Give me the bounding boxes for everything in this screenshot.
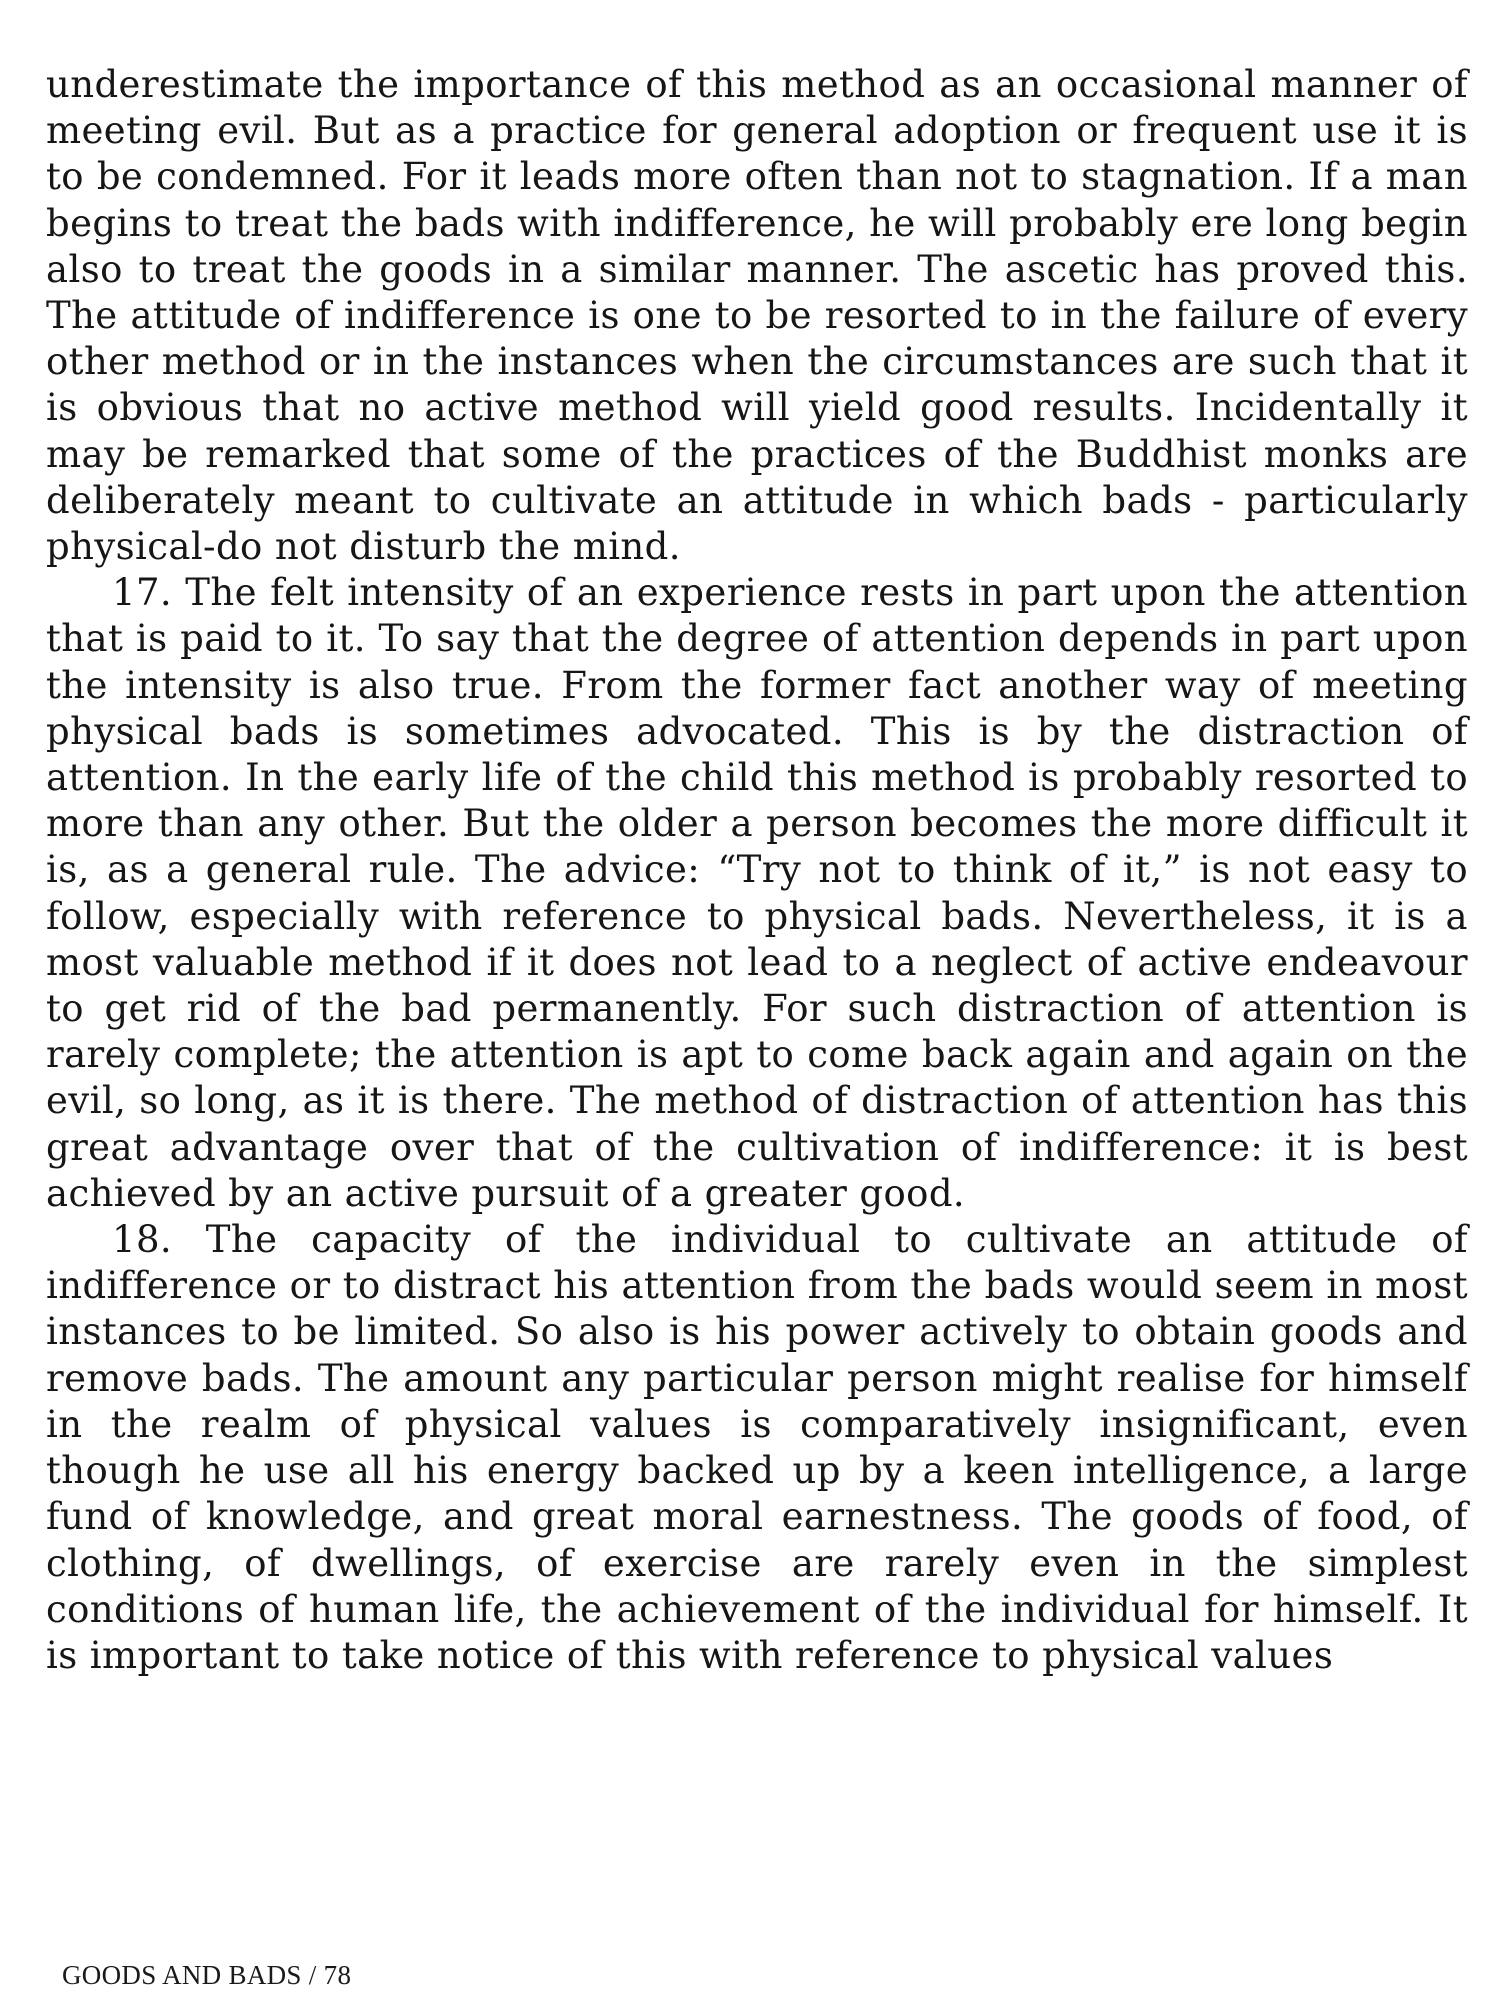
paragraph-continued: underestimate the importance of this method as an occasional manner of meeting evil. But as a practice for general adoption or frequent use it is to be condemned. For it leads more often than not to stagnation. If a man begins to treat the bads with indifference, he will probably ere long begin also to treat the goods in a similar manner. The ascetic has proved this. The attitude of indifference is one to be resorted to in the failure of every other method or in the instances when the circumstances are such that it is obvious that no active method will yield good results. Incidentally it may be remarked that some of the practices of the Buddhist monks are deliberately meant to cultivate an attitude in which bads - particularly physical-do not disturb the mind. <box>46 63 1468 569</box>
body-text <box>46 62 1468 1679</box>
page-footer: GOODS AND BADS / 78 <box>62 1960 352 1990</box>
paragraph-17: 17. The felt intensity of an experience rests in part upon the attention that is paid to it. To say that the degree of attention depends in part upon the intensity is also true. From the former fact another way of meeting physical bads is sometimes advocated. This is by the distraction of attention. In the early life of the child this method is probably resorted to more than any other. But the older a person becomes the more difficult it is, as a general rule. The advice: “Try not to think of it,” is not easy to follow, especially with reference to physical bads. Nevertheless, it is a most valuable method if it does not lead to a neglect of active endeavour to get rid of the bad permanently. For such distraction of attention is rarely complete; the attention is apt to come back again and again on the evil, so long, as it is there. The method of distraction of attention has this great advantage over that of the cultivation of indifference: it is best achieved by an active pursuit of a greater good. <box>46 571 1468 1215</box>
paragraph-18: 18. The capacity of the individual to cultivate an attitude of indifference or to distract his attention from the bads would seem in most instances to be limited. So also is his power actively to obtain goods and remove bads. The amount any particular person might realise for himself in the realm of physical values is comparatively insignificant, even though he use all his energy backed up by a keen intelligence, a large fund of knowledge, and great moral earnestness. The goods of food, of clothing, of dwellings, of exercise are rarely even in the simplest conditions of human life, the achievement of the individual for himself. It is important to take notice of this with reference to physical values <box>46 1218 1468 1677</box>
